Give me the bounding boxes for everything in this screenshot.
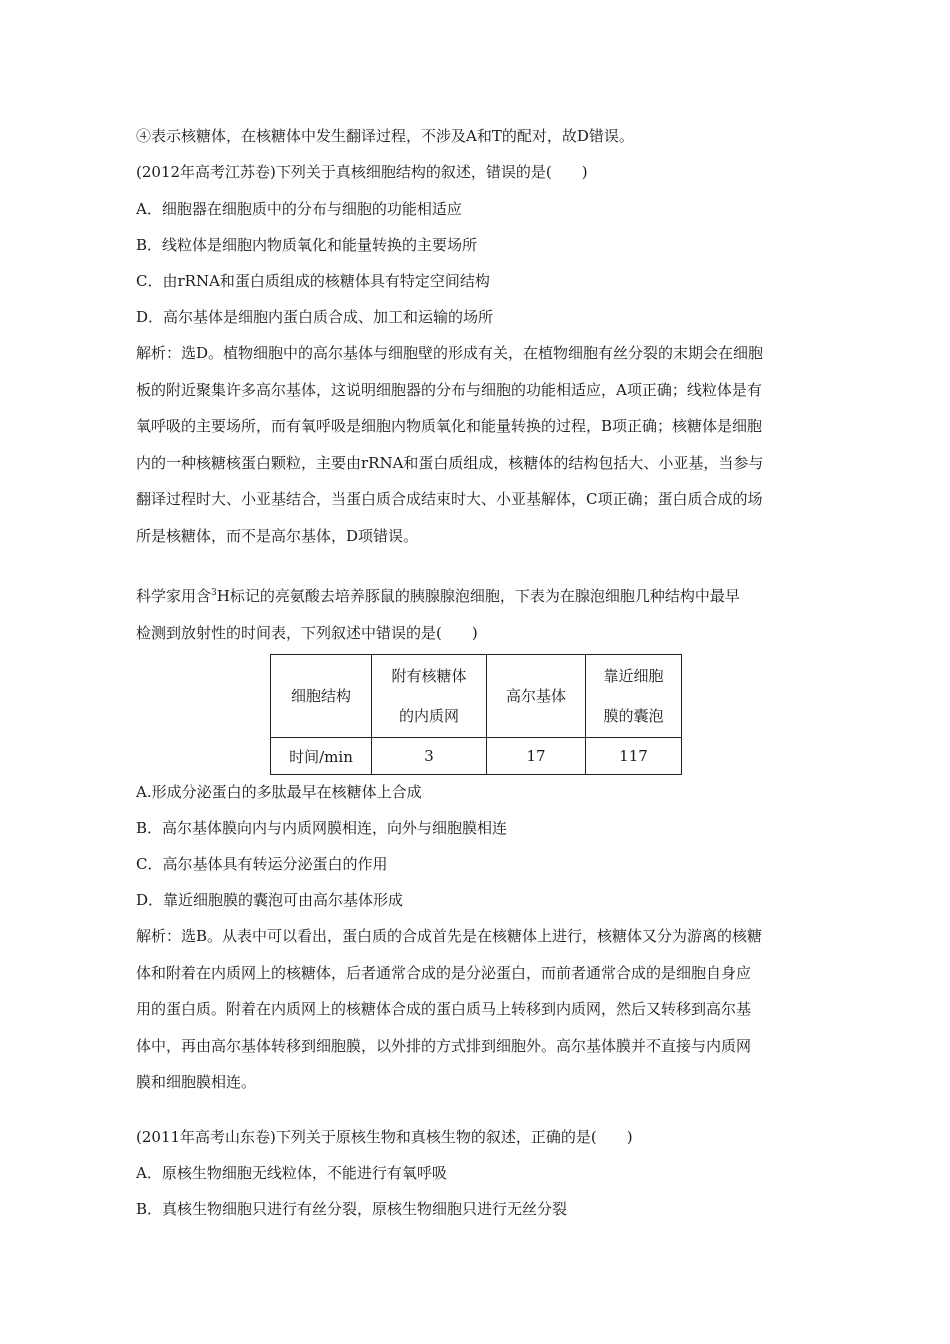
question-1-stem: (2012年高考江苏卷)下列关于真核细胞结构的叙述，错误的是( ) [136,163,588,181]
question-1-option-b: B．线粒体是细胞内物质氧化和能量转换的主要场所 [136,236,478,254]
analysis-line: 板的附近聚集许多高尔基体，这说明细胞器的分布与细胞的功能相适应，A项正确；线粒体是有 [136,380,762,399]
question-1-option-d: D．高尔基体是细胞内蛋白质合成、加工和运输的场所 [136,308,494,326]
table-header-cell: 高尔基体 [487,655,586,738]
question-2-option-b: B．高尔基体膜向内与内质网膜相连，向外与细胞膜相连 [136,819,508,837]
analysis-line: 翻译过程时大、小亚基结合，当蛋白质合成结束时大、小亚基解体，C项正确；蛋白质合成的场 [136,490,763,508]
question-1-option-c: C．由rRNA和蛋白质组成的核糖体具有特定空间结构 [136,272,490,290]
table-cell: 3 [372,738,487,775]
data-table [270,654,682,775]
analysis-line: 内的一种核糖核蛋白颗粒，主要由rRNA和蛋白质组成，核糖体的结构包括大、小亚基，当参与 [136,453,764,472]
question-2-analysis [136,918,818,1101]
table-row [271,655,682,738]
question-2-stem-line-1 [136,586,740,606]
analysis-line: 体和附着在内质网上的核糖体，后者通常合成的是分泌蛋白，而前者通常合成的是细胞自身应 [136,963,752,982]
analysis-line: 解析：选D。植物细胞中的高尔基体与细胞壁的形成有关，在植物细胞有丝分裂的末期会在细胞 [136,344,764,362]
table-cell: 17 [487,738,586,775]
analysis-line: 所是核糖体，而不是高尔基体，D项错误。 [136,526,419,545]
isotope-superscript: 3 [211,588,217,598]
analysis-line: 氧呼吸的主要场所，而有氧呼吸是细胞内物质氧化和能量转换的过程，B项正确；核糖体是细胞 [136,417,763,435]
analysis-line: 体中，再由高尔基体转移到细胞膜，以外排的方式排到细胞外。高尔基体膜并不直接与内质网 [136,1036,752,1055]
question-2-stem-line-2: 检测到放射性的时间表，下列叙述中错误的是( ) [136,624,478,642]
question-1-option-a: A．细胞器在细胞质中的分布与细胞的功能相适应 [136,200,462,218]
intro-line: ④表示核糖体，在核糖体中发生翻译过程，不涉及A和T的配对，故D错误。 [136,127,634,145]
analysis-line: 膜和细胞膜相连。 [136,1073,257,1091]
question-3-option-b: B．真核生物细胞只进行有丝分裂，原核生物细胞只进行无丝分裂 [136,1200,568,1218]
table-header-cell: 靠近细胞 膜的囊泡 [586,655,682,738]
question-3-stem: (2011年高考山东卷)下列关于原核生物和真核生物的叙述，正确的是( ) [136,1128,633,1146]
question-2-option-c: C．高尔基体具有转运分泌蛋白的作用 [136,855,388,873]
stem-text: H标记的亮氨酸去培养豚鼠的胰腺腺泡细胞，下表为在腺泡细胞几种结构中最早 [216,587,740,605]
question-3-option-a: A．原核生物细胞无线粒体，不能进行有氧呼吸 [136,1164,447,1182]
table-cell: 时间/min [271,738,372,775]
table-row [271,738,682,775]
analysis-line: 解析：选B。从表中可以看出，蛋白质的合成首先是在核糖体上进行，核糖体又分为游离的核糖 [136,927,763,945]
stem-text: 科学家用含 [136,587,212,605]
analysis-line: 用的蛋白质。附着在内质网上的核糖体合成的蛋白质马上转移到内质网，然后又转移到高尔基 [136,1000,752,1018]
table-cell: 117 [586,738,682,775]
question-2-option-a: A.形成分泌蛋白的多肽最早在核糖体上合成 [136,783,422,801]
question-1-analysis [136,335,818,554]
question-2-option-d: D．靠近细胞膜的囊泡可由高尔基体形成 [136,891,404,909]
table-header-cell: 细胞结构 [271,655,372,738]
table-header-cell: 附有核糖体 的内质网 [372,655,487,738]
